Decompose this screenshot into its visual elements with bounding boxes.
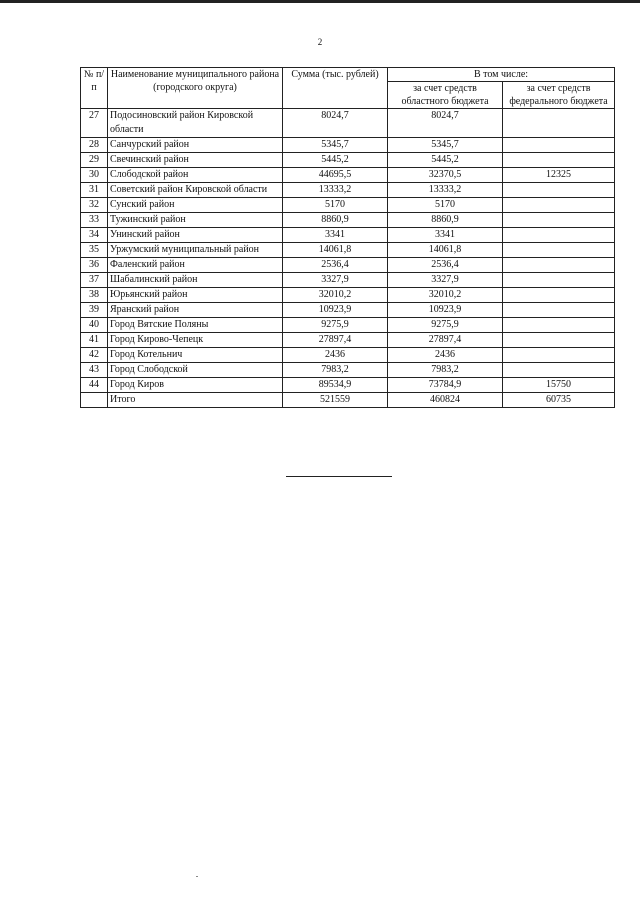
cell-federal	[503, 243, 615, 258]
cell-number: 39	[81, 303, 108, 318]
cell-number: 41	[81, 333, 108, 348]
cell-regional: 5345,7	[388, 138, 503, 153]
cell-district-name: Тужинский район	[108, 213, 283, 228]
cell-district-name: Город Слободской	[108, 363, 283, 378]
cell-district-name: Сунский район	[108, 198, 283, 213]
table-row	[81, 273, 615, 288]
cell-district-name: Фаленский район	[108, 258, 283, 273]
table-body	[81, 109, 615, 408]
cell-number: 32	[81, 198, 108, 213]
cell-sum: 14061,8	[283, 243, 388, 258]
cell-sum: 89534,9	[283, 378, 388, 393]
cell-federal	[503, 109, 615, 138]
table-row	[81, 138, 615, 153]
cell-regional: 5170	[388, 198, 503, 213]
total-row	[81, 393, 615, 408]
cell-district-name: Советский район Кировской области	[108, 183, 283, 198]
cell-sum: 521559	[283, 393, 388, 408]
cell-number: 35	[81, 243, 108, 258]
cell-number: 38	[81, 288, 108, 303]
cell-federal	[503, 138, 615, 153]
cell-federal	[503, 363, 615, 378]
cell-regional: 460824	[388, 393, 503, 408]
table-row	[81, 228, 615, 243]
budget-table	[80, 67, 615, 408]
cell-regional: 8024,7	[388, 109, 503, 138]
cell-district-name: Слободской район	[108, 168, 283, 183]
table-row	[81, 153, 615, 168]
cell-federal	[503, 288, 615, 303]
cell-sum: 3341	[283, 228, 388, 243]
table-row	[81, 243, 615, 258]
cell-number: 42	[81, 348, 108, 363]
cell-sum: 10923,9	[283, 303, 388, 318]
cell-federal	[503, 213, 615, 228]
cell-federal	[503, 153, 615, 168]
cell-sum: 3327,9	[283, 273, 388, 288]
table-row	[81, 333, 615, 348]
table-row	[81, 318, 615, 333]
cell-sum: 5445,2	[283, 153, 388, 168]
cell-federal: 15750	[503, 378, 615, 393]
cell-sum: 32010,2	[283, 288, 388, 303]
cell-number	[81, 393, 108, 408]
cell-number: 40	[81, 318, 108, 333]
cell-regional: 2536,4	[388, 258, 503, 273]
table-row	[81, 168, 615, 183]
cell-federal	[503, 198, 615, 213]
cell-district-name: Подосиновский район Кировской области	[108, 109, 283, 138]
cell-federal: 12325	[503, 168, 615, 183]
cell-number: 44	[81, 378, 108, 393]
cell-sum: 7983,2	[283, 363, 388, 378]
cell-district-name: Город Котельнич	[108, 348, 283, 363]
cell-number: 34	[81, 228, 108, 243]
cell-sum: 27897,4	[283, 333, 388, 348]
table-row	[81, 109, 615, 138]
table-row	[81, 303, 615, 318]
table-row	[81, 363, 615, 378]
header-district-name: Наименование муниципального района (городского округа)	[108, 68, 283, 109]
cell-regional: 73784,9	[388, 378, 503, 393]
cell-sum: 5170	[283, 198, 388, 213]
scan-edge-line	[0, 0, 640, 3]
cell-district-name: Шабалинский район	[108, 273, 283, 288]
cell-regional: 32370,5	[388, 168, 503, 183]
cell-district-name: Уржумский муниципальный район	[108, 243, 283, 258]
page-number: 2	[317, 37, 323, 47]
table-row	[81, 348, 615, 363]
cell-sum: 5345,7	[283, 138, 388, 153]
cell-district-name: Юрьянский район	[108, 288, 283, 303]
table-row	[81, 378, 615, 393]
table-row	[81, 258, 615, 273]
table-header	[81, 68, 615, 109]
cell-federal: 60735	[503, 393, 615, 408]
table-row	[81, 198, 615, 213]
cell-regional: 32010,2	[388, 288, 503, 303]
cell-sum: 8860,9	[283, 213, 388, 228]
cell-district-name: Яранский район	[108, 303, 283, 318]
cell-district-name: Город Кирово-Чепецк	[108, 333, 283, 348]
header-federal-budget: за счет средств федерального бюджета	[503, 82, 615, 109]
cell-sum: 2536,4	[283, 258, 388, 273]
cell-federal	[503, 333, 615, 348]
cell-number: 28	[81, 138, 108, 153]
cell-federal	[503, 228, 615, 243]
cell-number: 33	[81, 213, 108, 228]
cell-sum: 44695,5	[283, 168, 388, 183]
cell-regional: 13333,2	[388, 183, 503, 198]
header-regional-budget: за счет средств областного бюджета	[388, 82, 503, 109]
cell-federal	[503, 348, 615, 363]
cell-federal	[503, 303, 615, 318]
cell-regional: 10923,9	[388, 303, 503, 318]
header-sum: Сумма (тыс. рублей)	[283, 68, 388, 109]
table-row	[81, 183, 615, 198]
cell-regional: 8860,9	[388, 213, 503, 228]
cell-number: 37	[81, 273, 108, 288]
cell-regional: 3327,9	[388, 273, 503, 288]
cell-district-name: Санчурский район	[108, 138, 283, 153]
cell-number: 30	[81, 168, 108, 183]
table-row	[81, 288, 615, 303]
cell-regional: 2436	[388, 348, 503, 363]
cell-district-name: Унинский район	[108, 228, 283, 243]
cell-district-name: Свечинский район	[108, 153, 283, 168]
cell-district-name: Город Вятские Поляны	[108, 318, 283, 333]
cell-regional: 9275,9	[388, 318, 503, 333]
cell-number: 31	[81, 183, 108, 198]
cell-federal	[503, 318, 615, 333]
scan-speck	[196, 876, 198, 877]
cell-number: 29	[81, 153, 108, 168]
cell-sum: 9275,9	[283, 318, 388, 333]
header-including: В том числе:	[388, 68, 615, 82]
cell-sum: 2436	[283, 348, 388, 363]
cell-regional: 27897,4	[388, 333, 503, 348]
cell-federal	[503, 273, 615, 288]
header-number: № п/п	[81, 68, 108, 109]
cell-federal	[503, 183, 615, 198]
cell-number: 27	[81, 109, 108, 138]
cell-number: 43	[81, 363, 108, 378]
cell-district-name: Город Киров	[108, 378, 283, 393]
table-row	[81, 213, 615, 228]
cell-regional: 3341	[388, 228, 503, 243]
cell-regional: 7983,2	[388, 363, 503, 378]
cell-regional: 5445,2	[388, 153, 503, 168]
cell-district-name: Итого	[108, 393, 283, 408]
cell-regional: 14061,8	[388, 243, 503, 258]
cell-federal	[503, 258, 615, 273]
closing-rule	[286, 476, 392, 477]
cell-number: 36	[81, 258, 108, 273]
cell-sum: 8024,7	[283, 109, 388, 138]
cell-sum: 13333,2	[283, 183, 388, 198]
